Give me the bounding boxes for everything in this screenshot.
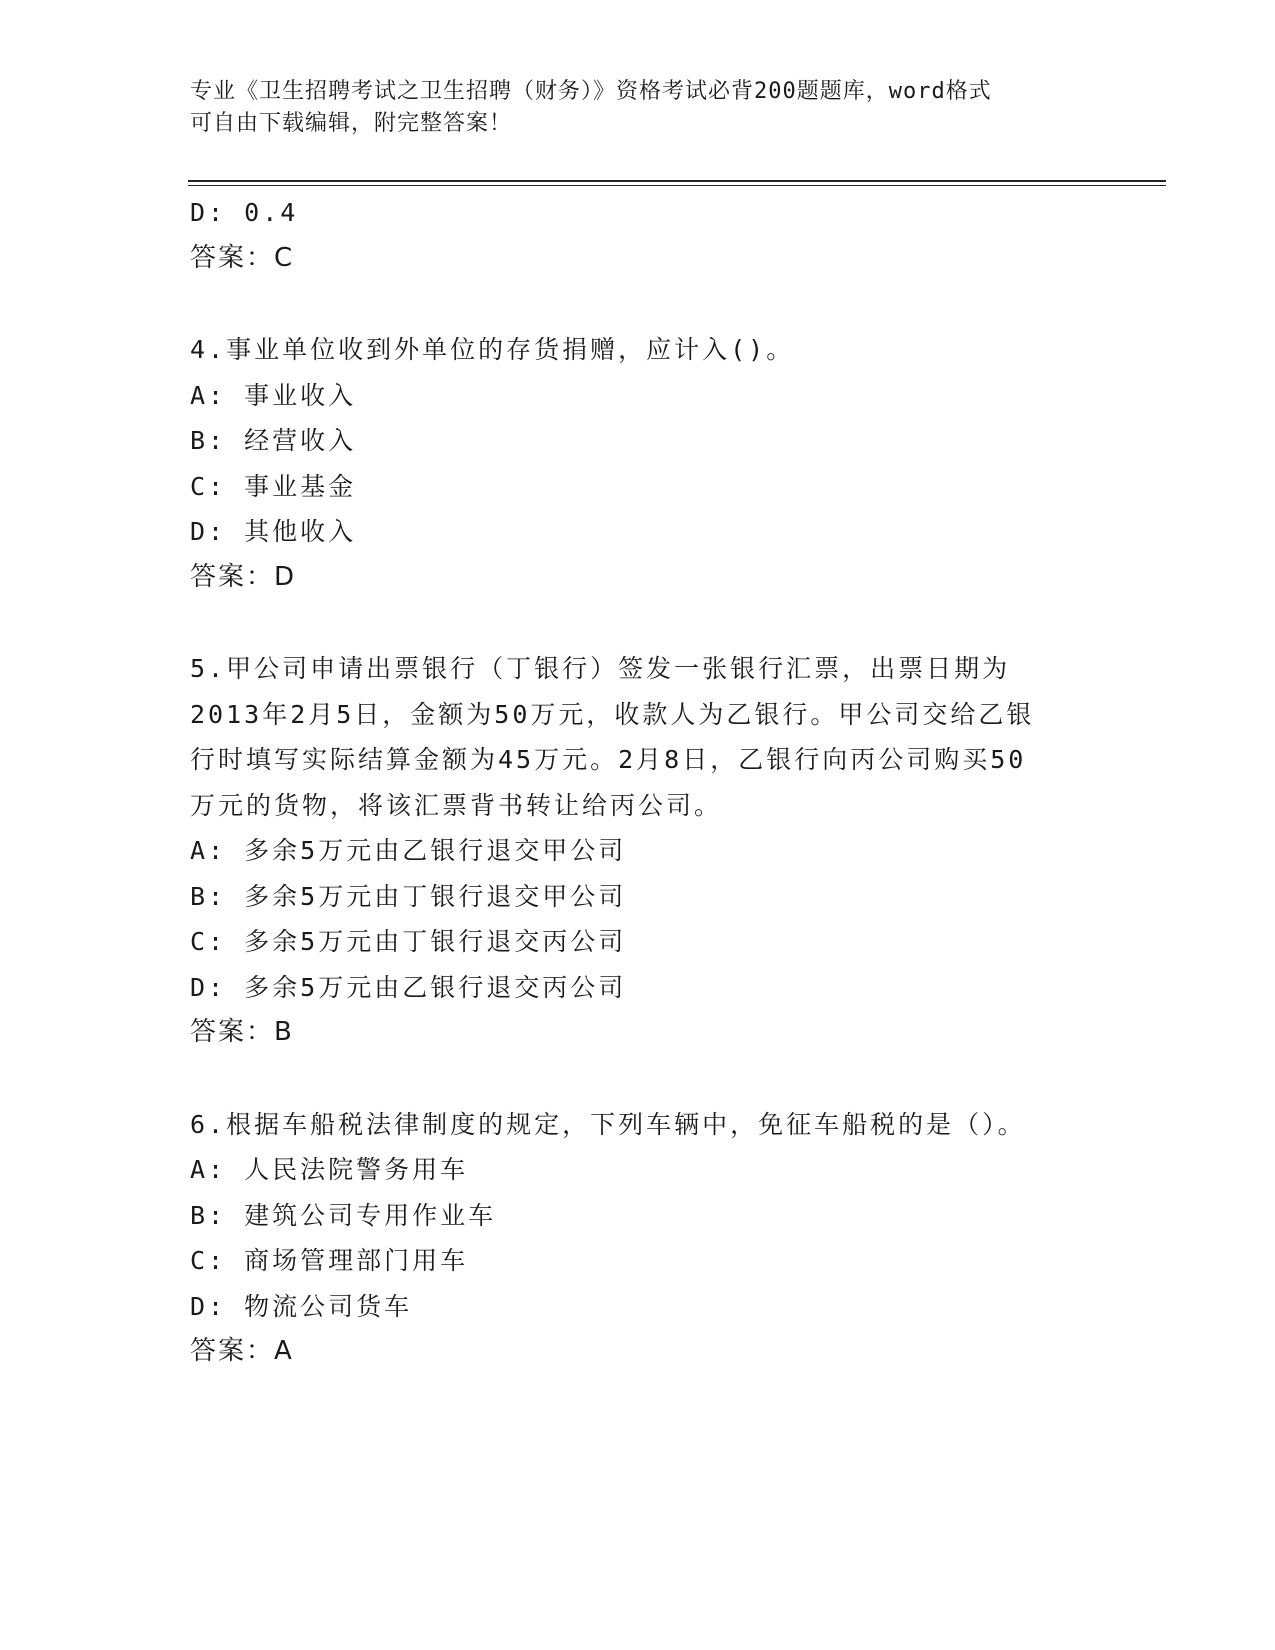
option-d: D: 物流公司货车: [190, 1291, 413, 1321]
option-a: A: 事业收入: [190, 380, 357, 410]
question-stem-line: 万元的货物，将该汇票背书转让给丙公司。: [190, 790, 723, 820]
answer: 答案：B: [190, 1017, 294, 1047]
question-item: [190, 646, 1090, 1056]
question-stem-line: 行时填写实际结算金额为45万元。2月8日，乙银行向丙公司购买50: [190, 745, 1027, 774]
question-stem-line: 2013年2月5日，金额为50万元，收款人为乙银行。甲公司交给乙银: [190, 699, 1035, 729]
option-d: D: 多余5万元由乙银行退交丙公司: [190, 972, 627, 1002]
prev-answer: 答案：C: [190, 242, 295, 273]
header-title-line-1: 专业《卫生招聘考试之卫生招聘（财务）》资格考试必背200题题库，word格式: [190, 79, 992, 104]
spacer: [190, 281, 1090, 327]
document-header: [190, 76, 1070, 140]
option-c: C: 事业基金: [190, 471, 357, 501]
question-stem-line: 5.甲公司申请出票银行（丁银行）签发一张银行汇票，出票日期为: [190, 654, 1011, 683]
option-d: D: 其他收入: [190, 517, 357, 546]
question-stem: 6.根据车船税法律制度的规定，下列车辆中，免征车船税的是（）。: [190, 1109, 1026, 1139]
option-b: B: 多余5万元由丁银行退交甲公司: [190, 881, 627, 911]
option-a: A: 人民法院警务用车: [190, 1155, 469, 1184]
spacer: [190, 600, 1090, 646]
answer: 答案：A: [190, 1336, 294, 1366]
option-b: B: 经营收入: [190, 426, 357, 455]
spacer: [190, 1056, 1090, 1102]
header-title-line-2: 可自由下载编辑，附完整答案！: [190, 111, 513, 136]
question-item: [190, 1102, 1090, 1375]
prev-option-d: D: 0.4: [190, 198, 299, 227]
question-item: [190, 327, 1090, 600]
question-stem: 4.事业单位收到外单位的存货捐赠，应计入()。: [190, 335, 795, 364]
question-list: [190, 190, 1090, 1375]
header-divider-thin: [188, 185, 1166, 186]
header-divider-thick: [188, 180, 1166, 182]
option-c: C: 多余5万元由丁银行退交丙公司: [190, 927, 627, 956]
option-a: A: 多余5万元由乙银行退交甲公司: [190, 836, 627, 865]
option-b: B: 建筑公司专用作业车: [190, 1200, 497, 1230]
answer: 答案：D: [190, 561, 297, 592]
option-c: C: 商场管理部门用车: [190, 1246, 469, 1275]
